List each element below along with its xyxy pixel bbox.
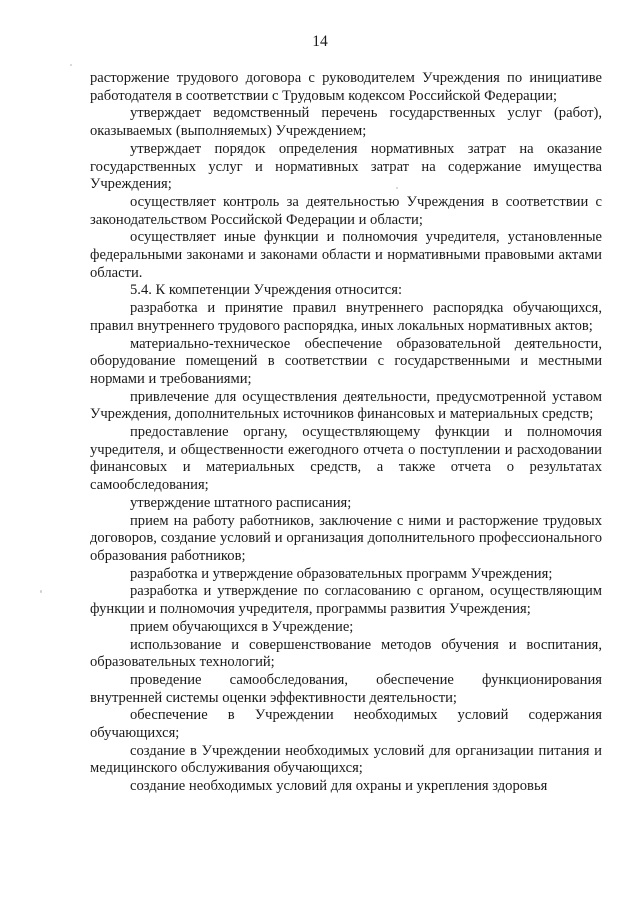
page-number: 14 bbox=[312, 33, 328, 50]
paragraph: осуществляет контроль за деятельностью Учреждения в соответствии с законодательством Российской Федерации и области; bbox=[90, 193, 602, 228]
paragraph: утверждает ведомственный перечень государственных услуг (работ), оказываемых (выполняемых) Учреждением; bbox=[90, 105, 602, 140]
paragraph: прием обучающихся в Учреждение; bbox=[130, 618, 354, 635]
paragraph: разработка и принятие правил внутреннего распорядка обучающихся, правил внутреннего трудового распорядка, иных локальных нормативных актов; bbox=[90, 300, 602, 334]
paragraph: создание необходимых условий для охраны и укрепления здоровья bbox=[130, 778, 548, 795]
paragraph: осуществляет иные функции и полномочия учредителя, установленные федеральными законами и законами области и нормативными правовыми актами области. bbox=[90, 229, 602, 281]
paragraph: предоставление органу, осуществляющему функции и полномочия учредителя, и общественности ежегодного отчета о поступлении и расходовании финансовых и материальных средств, а также отчета о результатах самообследования; bbox=[90, 424, 602, 494]
paragraph: проведение самообследования, обеспечение функционирования внутренней системы оценки эффективности деятельности; bbox=[90, 671, 602, 706]
paragraph: обеспечение в Учреждении необходимых условий содержания обучающихся; bbox=[90, 707, 602, 742]
paragraph: создание в Учреждении необходимых условий для организации питания и медицинского обслуживания обучающихся; bbox=[90, 742, 602, 777]
paragraph: разработка и утверждение образовательных программ Учреждения; bbox=[130, 565, 553, 582]
paragraph: утверждает порядок определения нормативных затрат на оказание государственных услуг и нормативных затрат на содержание имущества Учреждения; bbox=[90, 140, 602, 193]
paragraph: материально-техническое обеспечение образовательной деятельности, оборудование помещений в соответствии с государственными и местными нормами и требованиями; bbox=[90, 335, 602, 387]
section-heading: 5.4. К компетенции Учреждения относится: bbox=[130, 282, 403, 299]
paragraph: расторжение трудового договора с руководителем Учреждения по инициативе работодателя в соответствии с Трудовым кодексом Российской Федерации; bbox=[90, 70, 602, 104]
paragraph: прием на работу работников, заключение с ними и расторжение трудовых договоров, создание условий и организация дополнительного профессионального образования работников; bbox=[90, 512, 602, 564]
paragraph: использование и совершенствование методов обучения и воспитания, образовательных технологий; bbox=[90, 636, 602, 671]
scan-mark bbox=[70, 64, 72, 66]
paragraph: разработка и утверждение по согласованию с органом, осуществляющим функции и полномочия учредителя, программы развития Учреждения; bbox=[90, 583, 602, 618]
paragraph: привлечение для осуществления деятельности, предусмотренной уставом Учреждения, дополнительных источников финансовых и материальных средств; bbox=[90, 388, 602, 423]
document-body bbox=[90, 70, 602, 796]
paragraph: утверждение штатного расписания; bbox=[130, 494, 352, 511]
scan-mark bbox=[40, 590, 42, 593]
